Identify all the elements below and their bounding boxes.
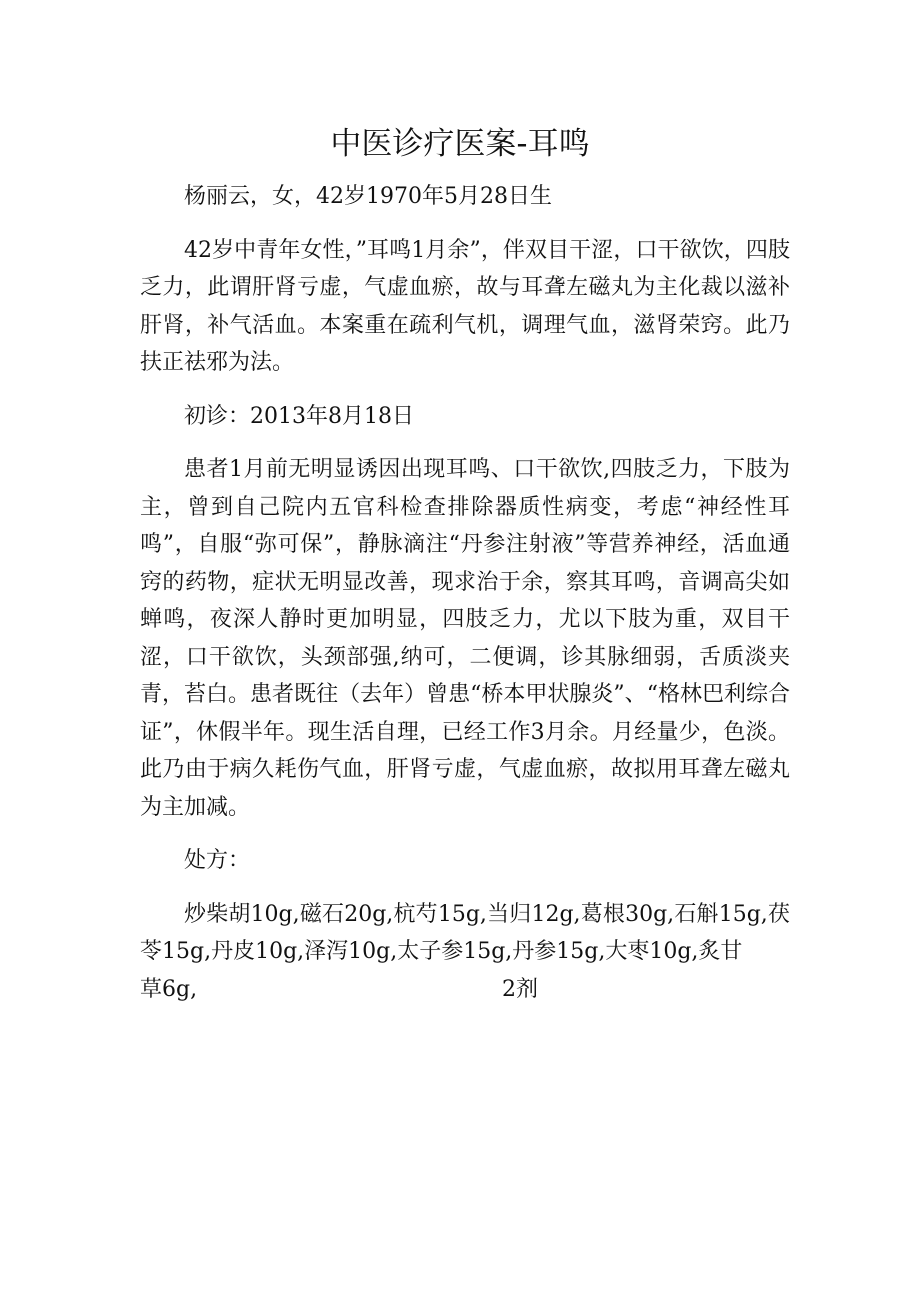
prescription-tail <box>140 971 790 1009</box>
case-summary: 42岁中青年女性，”耳鸣1月余”，伴双目干涩，口干欲饮，四肢乏力，此谓肝肾亏虚，气虚血瘀，故与耳聋左磁丸为主化裁以滋补肝肾，补气活血。本案重在疏利气机，调理气血，滋肾荣窍。此乃扶正祛邪为法。 <box>140 237 790 375</box>
document-body <box>140 178 790 1008</box>
page-title: 中医诊疗医案-耳鸣 <box>330 126 590 162</box>
patient-info: 杨丽云，女，42岁1970年5月28日生 <box>184 184 552 209</box>
dosage: 2剂 <box>502 976 538 1002</box>
first-visit-date: 初诊：2013年8月18日 <box>184 403 414 429</box>
prescription-label: 处方： <box>184 848 251 873</box>
prescription-herbs: 炒柴胡10g,磁石20g,杭芍15g,当归12g,葛根30g,石斛15g,茯苓15g,丹皮10g,泽泻10g,太子参15g,丹参15g,大枣10g,炙甘 <box>140 901 790 964</box>
prescription-end: 草6g, <box>140 976 198 1002</box>
case-history: 患者1月前无明显诱因出现耳鸣、口干欲饮,四肢乏力，下肢为主，曾到自己院内五官科检查排除器质性病变，考虑“神经性耳鸣”，自服“弥可保”，静脉滴注“丹参注射液”等营养神经，活血通窍的药物，症状无明显改善，现求治于余，察其耳鸣，音调高尖如蝉鸣，夜深人静时更加明显，四肢乏力，尤以下肢为重，双目干涩，口干欲饮，头颈部强,纳可，二便调，诊其脉细弱，舌质淡夹青，苔白。患者既往（去年）曾患“桥本甲状腺炎”、“格林巴利综合证”，休假半年。现生活自理，已经工作3月余。月经量少，色淡。此乃由于病久耗伤气血，肝肾亏虚，气虚血瘀，故拟用耳聋左磁丸为主加减。 <box>140 457 790 820</box>
